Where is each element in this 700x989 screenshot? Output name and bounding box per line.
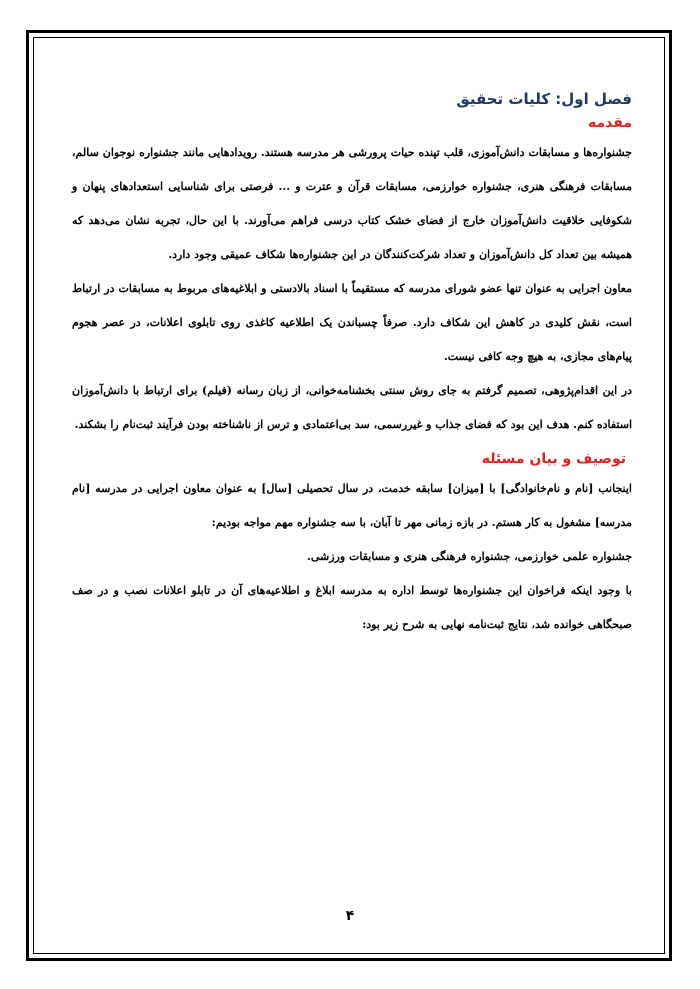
chapter-title: فصل اول: کلیات تحقیق xyxy=(456,90,632,108)
document-body xyxy=(72,88,632,642)
section-heading-introduction: مقدمه xyxy=(588,115,632,131)
paragraph: اینجانب [نام و نام‌خانوادگی] با [میزان] سابقه خدمت، در سال تحصیلی [سال] به عنوان معاون اجرایی در مدرسه [نام مدرسه] مشغول به کار هستم. در بازه زمانی مهر تا آبان، با سه جشنواره مهم مواجه بودیم: xyxy=(72,482,632,529)
paragraph: در این اقدام‌پژوهی، تصمیم گرفتم به جای روش سنتی بخشنامه‌خوانی، از زبان رسانه (فیلم) برای ارتباط با دانش‌آموزان استفاده کنم. هدف این بود که فضای جذاب و غیررسمی، سد بی‌اعتمادی و ترس از ناشناخته بودن فرآیند ثبت‌نام را بشکند. xyxy=(72,384,632,431)
paragraph: با وجود اینکه فراخوان این جشنواره‌ها توسط اداره به مدرسه ابلاغ و اطلاعیه‌های آن در تابلو اعلانات نصب و در صف صبحگاهی خوانده شد، نتایج ثبت‌نامه نهایی به شرح زیر بود: xyxy=(72,584,632,631)
paragraph: جشنواره‌ها و مسابقات دانش‌آموزی، قلب تپنده حیات پرورشی هر مدرسه هستند. رویدادهایی مانند جشنواره نوجوان سالم، مسابقات فرهنگی هنری، جشنواره خوارزمی، مسابقات قرآن و عترت و ... فرصتی برای شناسایی استعدادهای پنهان و شکوفایی خلاقیت دانش‌آموزان خارج از فضای خشک کتاب درسی فراهم می‌آورند. با این حال، تجربه نشان می‌دهد که همیشه بین تعداد کل دانش‌آموزان و تعداد شرکت‌کنندگان در این جشنواره‌ها شکاف عمیقی وجود دارد. xyxy=(72,146,632,261)
paragraph: جشنواره علمی خوارزمی، جشنواره فرهنگی هنری و مسابقات ورزشی. xyxy=(307,550,632,563)
page-number: ۴ xyxy=(345,908,355,924)
paragraph: معاون اجرایی به عنوان تنها عضو شورای مدرسه که مستقیماً با اسناد بالادستی و ابلاغیه‌های مربوط به مسابقات در ارتباط است، نقش کلیدی در کاهش این شکاف دارد. صرفاً چسباندن یک اطلاعیه کاغذی روی تابلوی اعلانات، در عصر هجوم پیام‌های مجازی، به هیچ وجه کافی نیست. xyxy=(72,282,632,363)
section-heading-problem-statement: توصیف و بیان مسئله xyxy=(481,451,626,467)
